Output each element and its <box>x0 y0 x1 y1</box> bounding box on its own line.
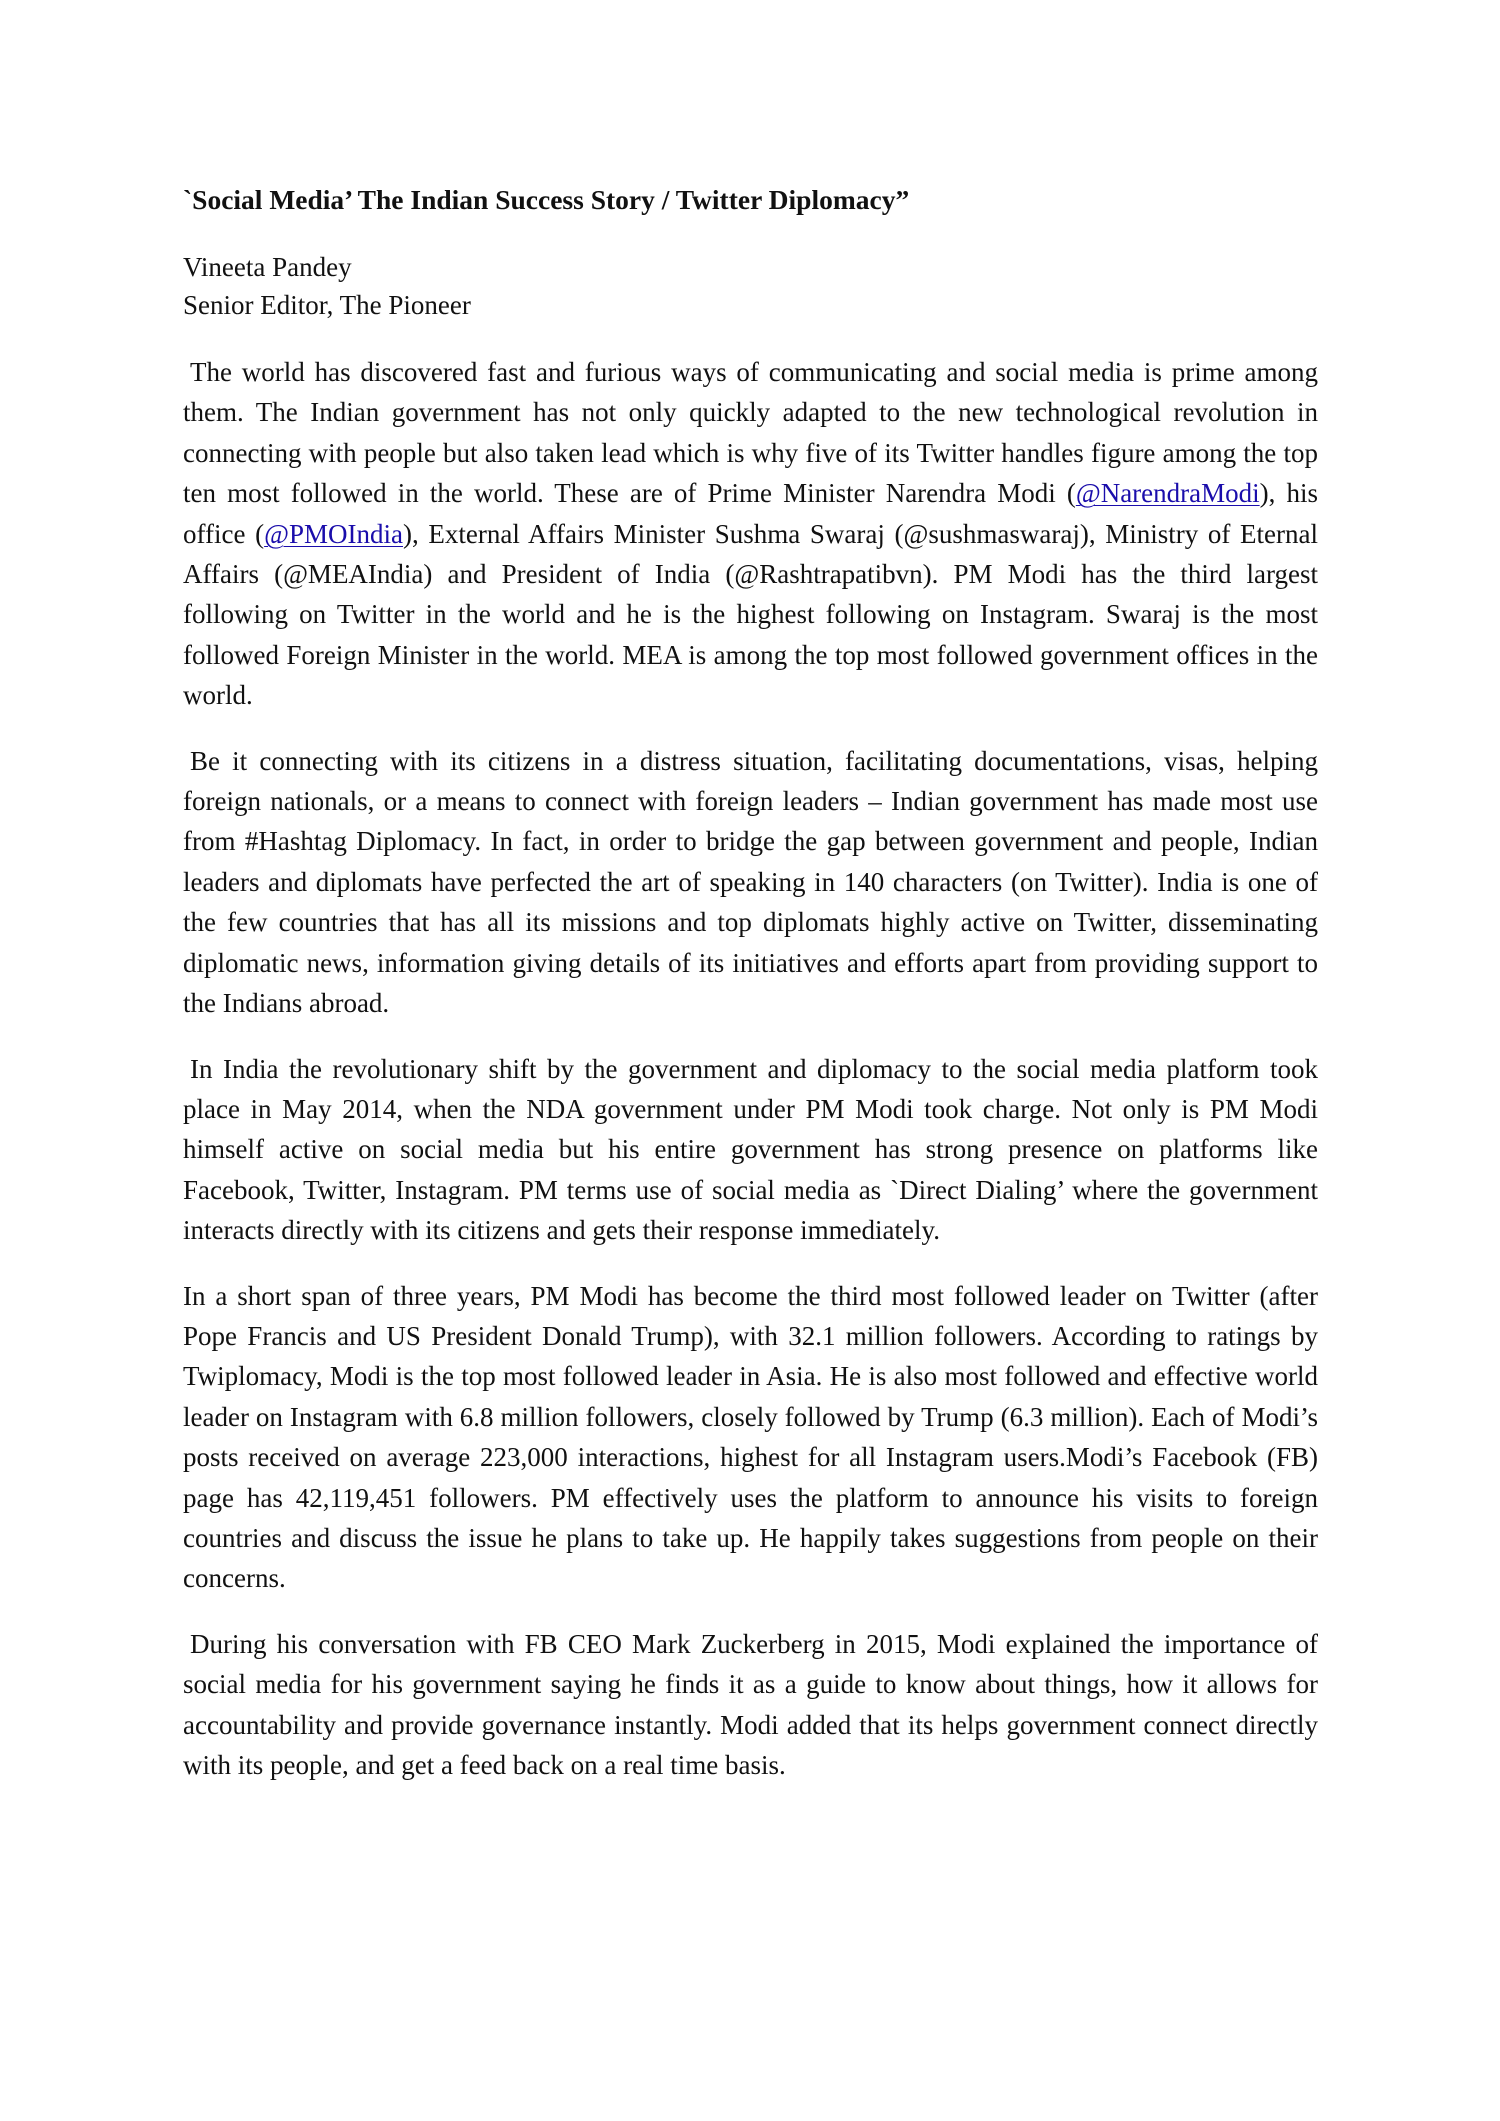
paragraph-text: The world has discovered fast and furious ways of communicating and social media is prime among them. The Indian government has not only quickly adapted to the new technological revolution in connecting with people but also taken lead which is why five of its Twitter handles figure among the top ten most followed in the world. These are of Prime Minister Narendra Modi ( <box>183 357 1318 509</box>
paragraph <box>183 1624 1318 1786</box>
twitter-handle-link[interactable]: @PMOIndia <box>264 518 403 549</box>
twitter-handle-link[interactable]: @NarendraModi <box>1075 478 1260 509</box>
byline <box>183 248 471 324</box>
paragraph <box>183 1049 1318 1251</box>
paragraph-text: ), his office ( <box>183 478 1318 549</box>
paragraph <box>183 352 1318 716</box>
paragraph-text: During his conversation with FB CEO Mark Zuckerberg in 2015, Modi explained the importance of social media for his government saying he finds it as a guide to know about things, how it allows for accountability and provide governance instantly. Modi added that its helps government connect directly with its people, and get a feed back on a real time basis. <box>183 1628 1318 1780</box>
paragraph-text: In India the revolutionary shift by the government and diplomacy to the social media platform took place in May 2014, when the NDA government under PM Modi took charge. Not only is PM Modi himself active on social media but his entire government has strong presence on platforms like Facebook, Twitter, Instagram. PM terms use of social media as `Direct Dialing’ where the government interacts directly with its citizens and gets their response immediately. <box>183 1053 1318 1246</box>
paragraph-text: In a short span of three years, PM Modi has become the third most followed leader on Twitter (after Pope Francis and US President Donald Trump), with 32.1 million followers. According to ratings by Twiplomacy, Modi is the top most followed leader in Asia. He is also most followed and effective world leader on Instagram with 6.8 million followers, closely followed by Trump (6.3 million). Each of Modi’s posts received on average 223,000 interactions, highest for all Instagram users.Modi’s Facebook (FB) page has 42,119,451 followers. PM effectively uses the platform to announce his visits to foreign countries and discuss the issue he plans to take up. He happily takes suggestions from people on their concerns. <box>183 1280 1318 1594</box>
paragraph-text: ), External Affairs Minister Sushma Swaraj (@sushmaswaraj), Ministry of Eternal Affairs (@MEAIndia) and President of India (@Rashtrapatibvn). PM Modi has the third largest following on Twitter in the world and he is the highest following on Instagram. Swaraj is the most followed Foreign Minister in the world. MEA is among the top most followed government offices in the world. <box>183 518 1318 711</box>
paragraph <box>183 1276 1318 1599</box>
document-title: `Social Media’ The Indian Success Story / Twitter Diplomacy” <box>183 184 910 215</box>
article-body <box>183 352 1318 1810</box>
author-name: Vineeta Pandey <box>183 252 352 282</box>
paragraph-text: Be it connecting with its citizens in a distress situation, facilitating documentations, visas, helping foreign nationals, or a means to connect with foreign leaders – Indian government has made most use from #Hashtag Diplomacy. In fact, in order to bridge the gap between government and people, Indian leaders and diplomats have perfected the art of speaking in 140 characters (on Twitter). India is one of the few countries that has all its missions and top diplomats highly active on Twitter, disseminating diplomatic news, information giving details of its initiatives and efforts apart from providing support to the Indians abroad. <box>183 745 1318 1019</box>
author-role: Senior Editor, The Pioneer <box>183 290 471 320</box>
paragraph <box>183 741 1318 1024</box>
